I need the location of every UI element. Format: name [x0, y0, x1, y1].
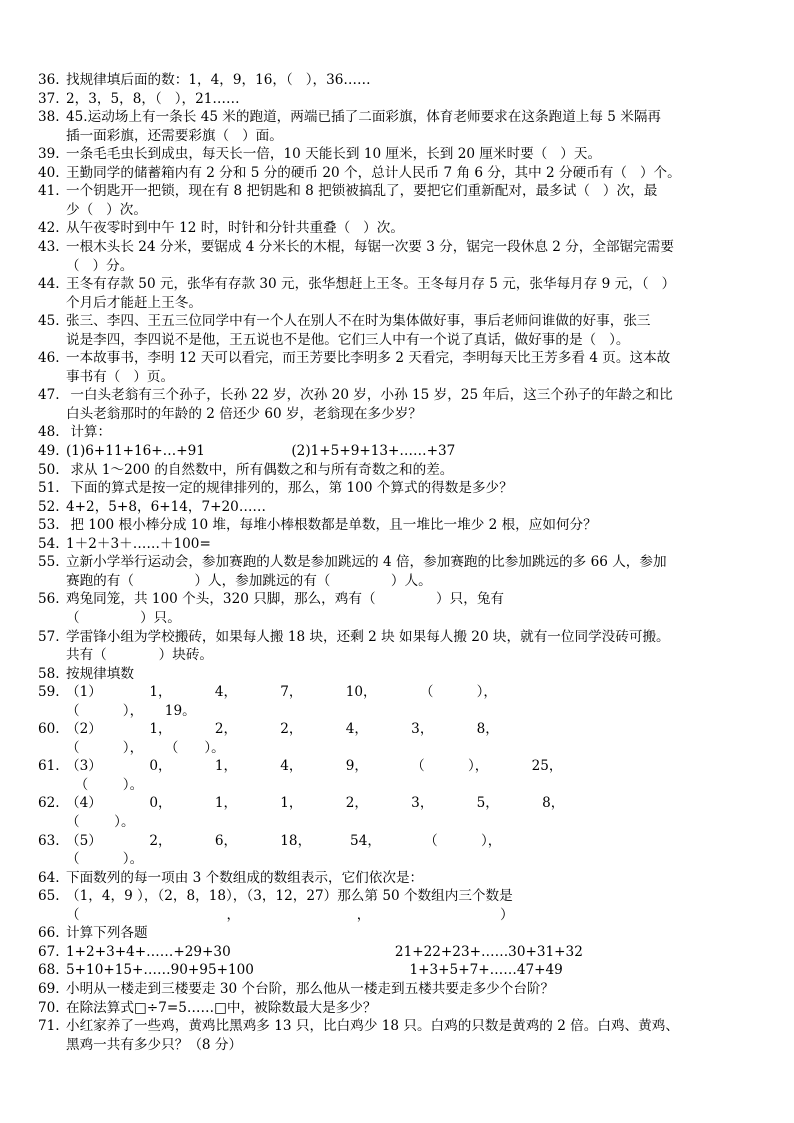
question-text: 1+2+3+4+……+29+30 21+22+23+……30+31+32 [66, 943, 583, 960]
question-number: 49. [38, 443, 60, 459]
question-text: （ ）， 19。 [66, 702, 196, 719]
question-text: 一白头老翁有三个孙子，长孙 22 岁，次孙 20 岁，小孙 15 岁，25 年后，这三个孙子的年龄之和比 [66, 387, 673, 404]
question-text: 鸡兔同笼，共 100 个头，320 只脚，那么，鸡有（ ）只，兔有 [66, 591, 505, 608]
question-text: （1） 1， 4， 7， 10， （ ）， [66, 684, 498, 701]
question-text: 1＋2＋3＋……＋100= [66, 535, 211, 552]
question-text: 2，3，5，8，（ ），21…… [66, 90, 240, 107]
question-text: 说是李四，李四说不是他，王五说也不是他。它们三人中有一个说了真话，做好事的是（ ）。 [66, 331, 630, 348]
question-number: 61. [38, 758, 60, 775]
question-text: （ ）。 [66, 776, 144, 793]
question-text: 王冬有存款 50 元，张华有存款 30 元，张华想赶上王冬。王冬每月存 5 元，张华每月存 9 元，（ ） [66, 276, 676, 293]
question-text: 黑鸡一共有多少只？（8 分） [66, 1036, 243, 1053]
question-number: 37. [38, 90, 60, 107]
question-text: 一个钥匙开一把锁，现在有 8 把钥匙和 8 把锁被搞乱了，要把它们重新配对，最多试（ ）次，最 [66, 183, 658, 200]
question-number: 54. [38, 535, 60, 552]
question-number: 44. [38, 276, 60, 293]
question-text: 下面的算式是按一定的规律排列的，那么，第 100 个算式的得数是多少？ [66, 480, 513, 497]
question-text: 5+10+15+……90+95+100 1+3+5+7+……47+49 [66, 962, 563, 979]
question-number: 43. [38, 238, 60, 255]
question-text: 一根木头长 24 分米，要锯成 4 分米长的木棍，每锯一次要 3 分，锯完一段休息 2 分，全部锯完需要 [66, 238, 674, 255]
question-text: （ ）分。 [66, 257, 134, 274]
question-number: 68. [38, 962, 60, 979]
question-text: 按规律填数 [66, 665, 134, 682]
question-number: 56. [38, 591, 60, 608]
question-text: 一条毛毛虫长到成虫，每天长一倍，10 天能长到 10 厘米，长到 20 厘米时要（ ）天。 [66, 146, 602, 163]
question-text: 王勤同学的储蓄箱内有 2 分和 5 分的硬币 20 个，总计人民币 7 角 6 分，其中 2 分硬币有（ ）个。 [66, 164, 681, 181]
question-number: 67. [38, 943, 60, 960]
question-number: 52. [38, 498, 60, 515]
question-text: 白头老翁那时的年龄的 2 倍还少 60 岁，老翁现在多少岁？ [66, 405, 422, 422]
question-number: 53. [38, 517, 60, 534]
question-text: 计算下列各题 [66, 925, 148, 942]
question-number: 71. [38, 1018, 60, 1035]
question-text: 赛跑的有（ ）人，参加跳远的有（ ）人。 [66, 572, 432, 589]
question-text: 一本故事书，李明 12 天可以看完，而王芳要比李明多 2 天看完，李明每天比王芳多看 4 页。这本故 [66, 350, 671, 367]
question-number: 45. [38, 313, 60, 330]
question-text: 找规律填后面的数：1，4，9，16，（ ），36…… [66, 72, 371, 88]
question-number: 47. [38, 387, 60, 404]
question-number: 57. [38, 628, 60, 645]
question-text: （4） 0， 1， 1， 2， 3， 5， 8， [66, 795, 565, 812]
question-number: 48. [38, 424, 60, 441]
question-number: 58. [38, 665, 60, 682]
question-number: 55. [38, 554, 60, 571]
question-number: 59. [38, 684, 60, 701]
question-number: 70. [38, 999, 60, 1016]
question-number: 50. [38, 461, 60, 478]
question-text: （ ）， （ ）。 [66, 739, 225, 756]
question-text: 插一面彩旗，还需要彩旗（ ）面。 [66, 127, 283, 144]
question-text: 小明从一楼走到三楼要走 30 个台阶，那么他从一楼走到五楼共要走多少个台阶？ [66, 980, 555, 997]
question-text: （ ）。 [66, 851, 144, 868]
question-text: （ ）只。 [66, 609, 181, 626]
question-text: 4+2，5+8，6+14，7+20…… [66, 498, 267, 515]
question-number: 42. [38, 220, 60, 237]
question-text: （ ）。 [66, 814, 135, 830]
question-number: 64. [38, 869, 60, 886]
question-number: 65. [38, 888, 60, 905]
question-text: 少（ ）次。 [66, 201, 147, 218]
question-number: 40. [38, 164, 60, 181]
question-text: 把 100 根小棒分成 10 堆，每堆小棒根数都是单数，且一堆比一堆少 2 根，应如何分？ [66, 517, 597, 534]
question-number: 66. [38, 925, 60, 942]
question-text: 学雷锋小组为学校搬砖，如果每人搬 18 块，还剩 2 块 如果每人搬 20 块，就有一位同学没砖可搬。 [66, 628, 670, 645]
question-number: 46. [38, 350, 60, 367]
question-number: 60. [38, 721, 60, 738]
question-text: 立新小学举行运动会，参加赛跑的人数是参加跳远的 4 倍，参加赛跑的比参加跳远的多 66 人，参加 [66, 554, 667, 571]
question-number: 51. [38, 480, 60, 497]
question-number: 62. [38, 795, 60, 812]
question-number: 36. [38, 72, 60, 88]
question-text: 共有（ ）块砖。 [66, 647, 214, 664]
question-number: 63. [38, 832, 60, 849]
question-text: （3） 0， 1， 4， 9， （ ）， 25， [66, 758, 563, 775]
question-text: （5） 2， 6， 18， 54， （ ）， [66, 832, 502, 849]
question-text: 在除法算式□÷7=5……□中，被除数最大是多少？ [66, 999, 377, 1016]
question-text: 下面数列的每一项由 3 个数组成的数组表示，它们依次是： [66, 869, 424, 886]
question-text: （1，4，9 ），（2，8，18），（3，12，27）那么第 50 个数组内三个数是 [66, 888, 513, 905]
question-text: 45.运动场上有一条长 45 米的跑道，两端已插了二面彩旗，体育老师要求在这条跑道上每 5 米隔再 [66, 109, 662, 126]
question-text: （2） 1， 2， 2， 4， 3， 8， [66, 721, 499, 738]
question-text: 从午夜零时到中午 12 时，时针和分针共重叠（ ）次。 [66, 220, 404, 237]
question-text: (1)6+11+16+…+91 (2)1+5+9+13+……+37 [66, 443, 456, 459]
question-text: 事书有（ ）页。 [66, 368, 175, 385]
question-number: 41. [38, 183, 60, 200]
question-text: 个月后才能赶上王冬。 [66, 294, 202, 311]
question-text: 张三、李四、王五三位同学中有一个人在别人不在时为集体做好事，事后老师问谁做的好事，张三 [66, 313, 651, 330]
question-text: （ ， ， ） [66, 906, 514, 923]
question-number: 39. [38, 146, 60, 163]
question-text: 小红家养了一些鸡，黄鸡比黑鸡多 13 只，比白鸡少 18 只。白鸡的只数是黄鸡的 2 倍。白鸡、黄鸡、 [66, 1018, 679, 1035]
question-text: 计算： [66, 424, 112, 441]
question-number: 38. [38, 109, 60, 126]
question-number: 69. [38, 980, 60, 997]
question-text: 求从 1～200 的自然数中，所有偶数之和与所有奇数之和的差。 [66, 461, 454, 478]
